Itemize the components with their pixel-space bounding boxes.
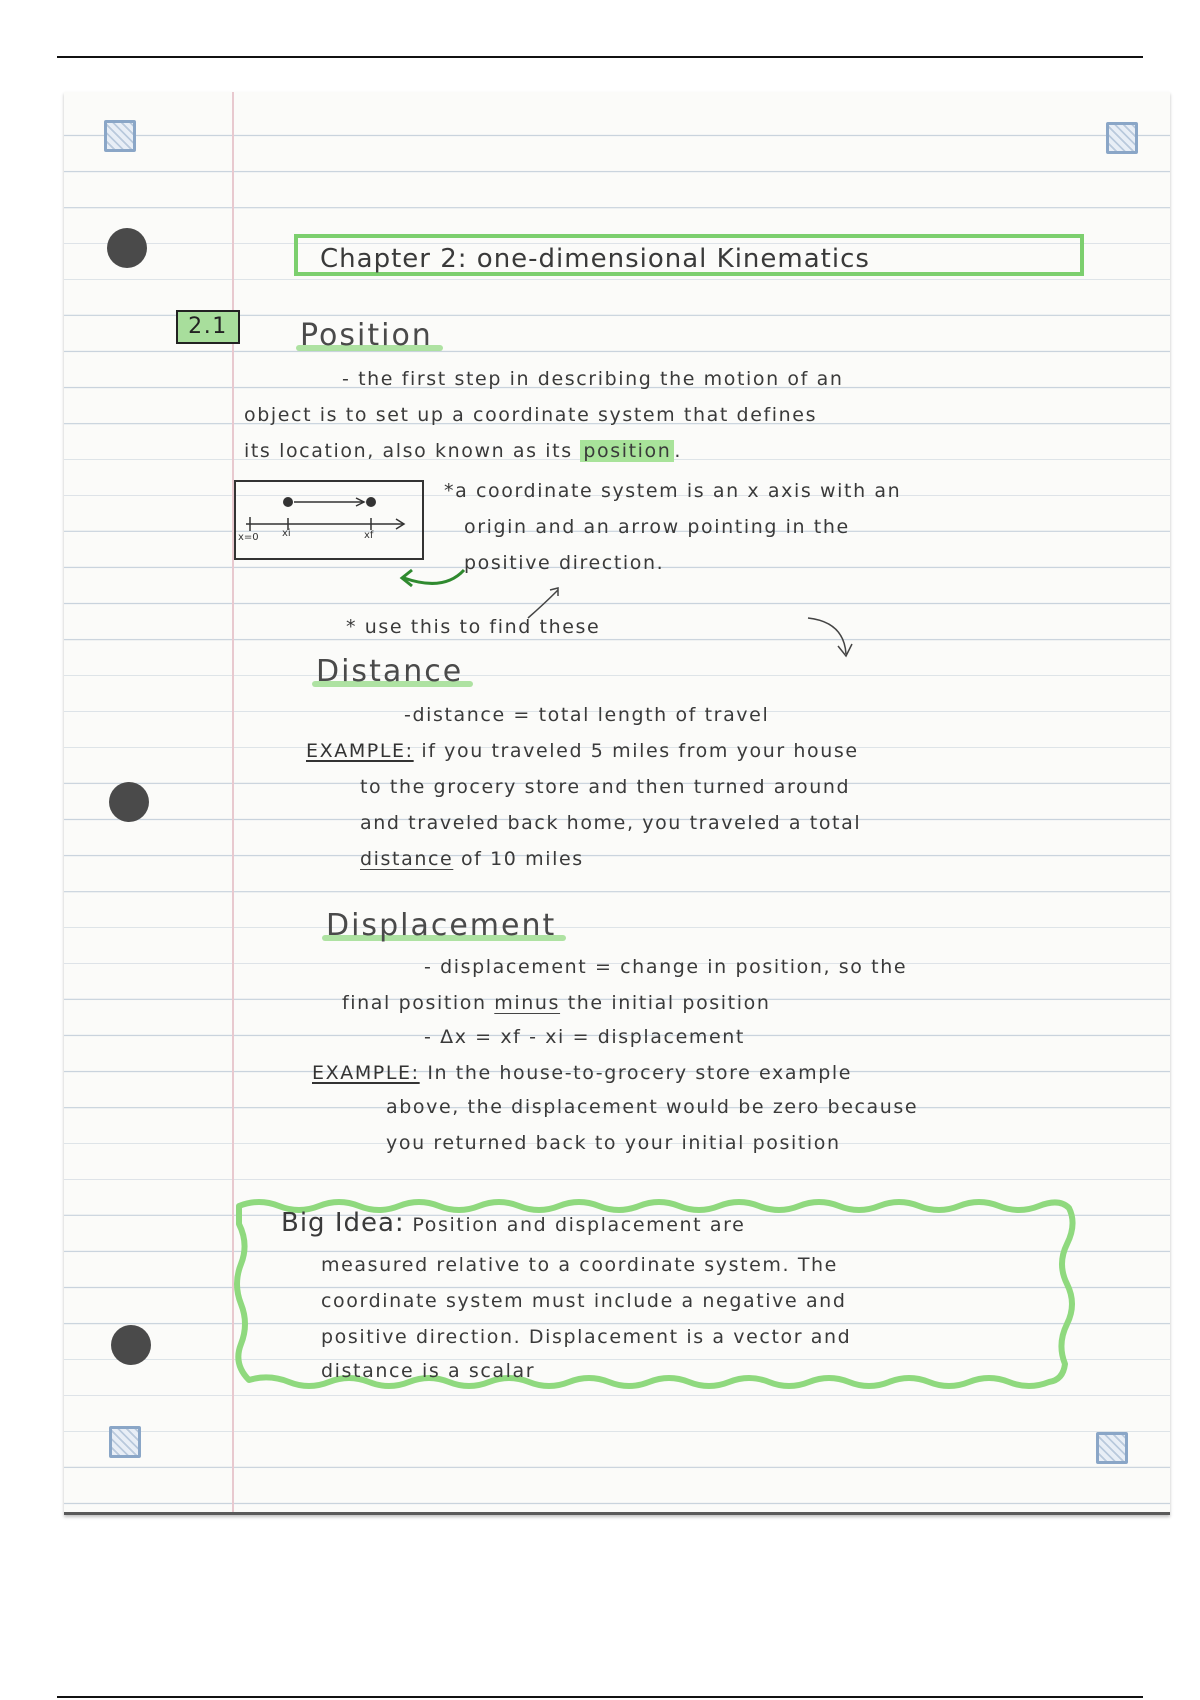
binder-hole — [107, 228, 147, 268]
corner-marker-icon — [104, 120, 136, 152]
coordinate-note-3: positive direction. — [464, 552, 665, 574]
displacement-definition-2: final position minus the initial position — [342, 992, 771, 1014]
displacement-example-line-3: you returned back to your initial position — [386, 1132, 841, 1154]
section-number: 2.1 — [176, 310, 240, 344]
big-idea-line-3: coordinate system must include a negative and — [321, 1290, 847, 1312]
position-line-2: object is to set up a coordinate system that defines — [244, 404, 818, 426]
top-rule — [57, 56, 1143, 58]
distance-example-line-4: distance of 10 miles — [360, 848, 584, 870]
displacement-example-line-2: above, the displacement would be zero because — [386, 1096, 919, 1118]
minus-term: minus — [494, 992, 561, 1014]
chapter-title: Chapter 2: one-dimensional Kinematics — [320, 244, 870, 274]
position-line-1: - the first step in describing the motion of an — [342, 368, 844, 390]
distance-example-line-1: EXAMPLE: if you traveled 5 miles from your house — [306, 740, 859, 762]
big-idea-box — [229, 1194, 1079, 1394]
coordinate-system-diagram — [234, 480, 424, 560]
example-label: EXAMPLE: — [312, 1062, 420, 1084]
distance-term: distance — [360, 848, 454, 870]
big-idea-line-2: measured relative to a coordinate system. The — [321, 1254, 838, 1276]
coordinate-note-2: origin and an arrow pointing in the — [464, 516, 850, 538]
binder-hole — [109, 782, 149, 822]
position-heading: Position — [300, 318, 433, 353]
bottom-rule — [57, 1696, 1143, 1698]
diagram-origin-label: x=0 — [238, 532, 259, 543]
displacement-example-line-1: EXAMPLE: In the house-to-grocery store example — [312, 1062, 853, 1084]
notebook-page — [64, 92, 1170, 1515]
corner-marker-icon — [1096, 1432, 1128, 1464]
use-this-note: * use this to find these — [346, 616, 601, 638]
big-idea-label: Big Idea: — [281, 1208, 405, 1238]
corner-marker-icon — [1106, 122, 1138, 154]
distance-heading: Distance — [316, 654, 463, 689]
big-idea-line-1: Big Idea: Position and displacement are — [281, 1208, 746, 1238]
distance-example-line-3: and traveled back home, you traveled a total — [360, 812, 862, 834]
position-highlight: position — [580, 440, 674, 462]
displacement-formula: - Δx = xf - xi = displacement — [424, 1026, 745, 1048]
chapter-title-box — [294, 234, 1084, 276]
coordinate-note-1: *a coordinate system is an x axis with an — [444, 480, 902, 502]
corner-marker-icon — [109, 1426, 141, 1458]
distance-example-line-2: to the grocery store and then turned around — [360, 776, 851, 798]
displacement-heading: Displacement — [326, 908, 556, 943]
diagram-xi-label: xi — [282, 528, 291, 539]
binder-hole — [111, 1325, 151, 1365]
distance-definition: -distance = total length of travel — [404, 704, 770, 726]
coordinate-axis-drawing — [236, 482, 422, 558]
diagram-xf-label: xf — [364, 530, 374, 541]
example-label: EXAMPLE: — [306, 740, 414, 762]
curved-arrow-icon — [394, 562, 474, 602]
position-line-3: its location, also known as its position . — [244, 440, 683, 462]
displacement-definition-1: - displacement = change in position, so the — [424, 956, 908, 978]
big-idea-line-4: positive direction. Displacement is a vector and — [321, 1326, 852, 1348]
big-idea-line-5: distance is a scalar — [321, 1360, 536, 1382]
down-arrow-icon — [804, 612, 864, 662]
